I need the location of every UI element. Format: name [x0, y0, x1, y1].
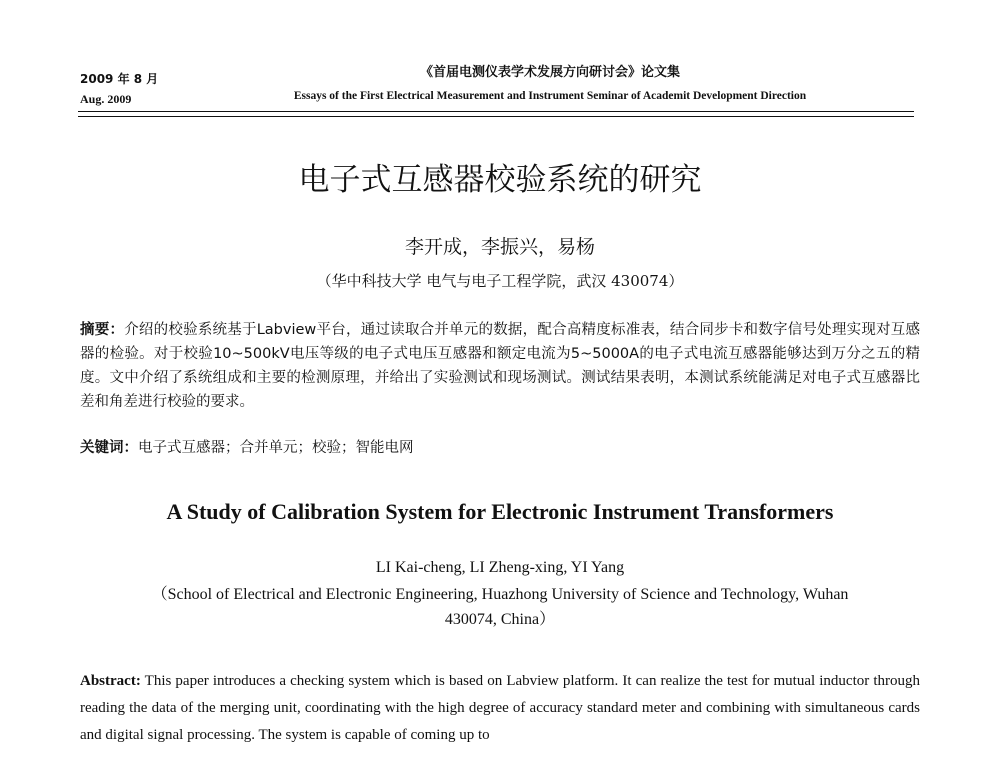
- header-journal-en: Essays of the First Electrical Measurement and Instrument Seminar of Academit Development Direction: [293, 90, 807, 102]
- affiliation-en: （School of Electrical and Electronic Engineering, Huazhong University of Science and Technology, Wuhan 430074, China）: [151, 586, 849, 628]
- affiliation-cn: （华中科技大学 电气与电子工程学院，武汉 430074）: [316, 272, 684, 290]
- header-journal-cn: 《首届电测仪表学术发展方向研讨会》论文集: [419, 65, 680, 80]
- keywords-cn-label: 关键词：: [80, 440, 138, 456]
- header-date-en: Aug. 2009: [80, 92, 132, 106]
- header-rule-thick: [78, 111, 914, 112]
- header-date-cn: 2009 年 8 月: [80, 72, 159, 86]
- abstract-en: [80, 668, 920, 749]
- authors-en: LI Kai-cheng, LI Zheng-xing, YI Yang: [375, 559, 625, 576]
- abstract-en-text: This paper introduces a checking system which is based on Labview platform. It can realize the test for mutual inductor through reading the data of the merging unit, coordinating with the high degree of accuracy standard meter and combining with simultaneous cards and digital signal processing. The system is capable of coming up to: [80, 673, 921, 743]
- running-header-date: [80, 71, 158, 107]
- running-header-journal: [190, 64, 910, 104]
- abstract-cn: [80, 318, 920, 414]
- abstract-en-label: Abstract:: [80, 673, 141, 689]
- header-rule-thin: [78, 116, 914, 117]
- paper-title-cn: 电子式互感器校验系统的研究: [298, 162, 702, 198]
- keywords-cn: [80, 436, 920, 460]
- abstract-cn-label: 摘要：: [80, 322, 125, 338]
- keywords-cn-text: 电子式互感器；合并单元；校验；智能电网: [138, 440, 414, 456]
- authors-cn: 李开成，李振兴，易杨: [404, 236, 595, 258]
- paper-title-en: A Study of Calibration System for Electronic Instrument Transformers: [166, 499, 834, 524]
- abstract-cn-text: 介绍的校验系统基于Labview平台，通过读取合并单元的数据，配合高精度标准表，结合同步卡和数字信号处理实现对互感器的检验。对于校验10~500kV电压等级的电子式电压互感器和额定电流为5~5000A的电子式电流互感器能够达到万分之五的精度。文中介绍了系统组成和主要的检测原理，并给出了实验测试和现场测试。测试结果表明，本测试系统能满足对电子式互感器比差和角差进行校验的要求。: [80, 322, 921, 410]
